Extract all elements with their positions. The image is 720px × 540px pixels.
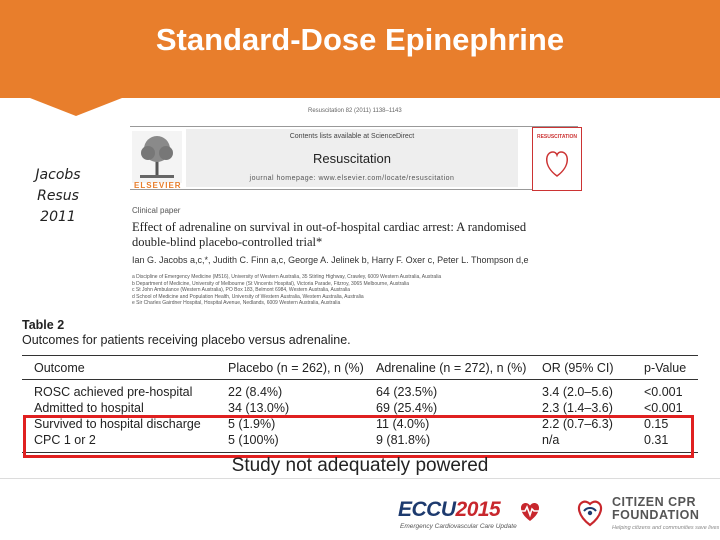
citizen-cpr-line2: FOUNDATION [612, 508, 700, 522]
heart-icon [533, 128, 581, 190]
article-title [132, 220, 572, 250]
footer-divider [0, 478, 720, 479]
table-row [22, 400, 698, 416]
affiliations [132, 274, 572, 307]
table-cell: 69 (25.4%) [376, 401, 438, 415]
citizen-cpr-name [612, 496, 699, 522]
article-title-line2: double-blind placebo-controlled trial* [132, 235, 323, 249]
title-bar [0, 0, 720, 98]
table-cell: <0.001 [644, 385, 683, 399]
table-cell: 3.4 (2.0–5.6) [542, 385, 613, 399]
contents-line: Contents lists available at ScienceDirect [289, 133, 415, 140]
table-cell: 0.15 [644, 417, 669, 431]
table-cell: 5 (1.9%) [228, 417, 276, 431]
article-authors: Ian G. Jacobs a,c,*, Judith C. Finn a,c, George A. Jelinek b, Harry F. Oxer c, Peter L. Thompson d,e [132, 255, 529, 265]
highlight-box [23, 415, 694, 458]
heart-pulse-icon [516, 496, 544, 524]
eccu-wordmark [398, 498, 500, 522]
article-title-line1: Effect of adrenaline on survival in out-of-hospital cardiac arrest: A randomised [132, 220, 527, 234]
table-row [22, 384, 698, 400]
table-cell: 22 (8.4%) [228, 385, 283, 399]
table-cell: 2.3 (1.4–3.6) [542, 401, 613, 415]
table-header-row [22, 360, 698, 376]
eccu-year: 2015 [455, 498, 501, 521]
affiliation: a Discipline of Emergency Medicine (M516), University of Western Australia, 35 Stirling Highway, Crawley, 6009 Western Australia, Australia [132, 274, 442, 280]
citizen-cpr-heart-icon [574, 494, 606, 528]
outcomes-table [22, 318, 700, 447]
table-cell: 2.2 (0.7–6.3) [542, 417, 613, 431]
journal-cover-title: RESUSCITATION [536, 134, 578, 140]
affiliation: d School of Medicine and Population Health, University of Western Australia, Western Australia, Australia [132, 293, 364, 300]
affiliation: b Department of Medicine, University of Melbourne (St Vincents Hospital), Victoria Parade, Fitzroy, 3065 Melbourne, Australia [132, 280, 410, 287]
table-top-rule [22, 355, 698, 356]
table-cell: n/a [542, 433, 560, 447]
citation-author: Jacobs [35, 167, 81, 183]
table-cell: ROSC achieved pre-hospital [34, 385, 193, 399]
eccu-word: ECCU [398, 498, 456, 521]
article-type: Clinical paper [132, 206, 181, 215]
study-note: Study not adequately powered [231, 455, 489, 476]
table-cell: 0.31 [644, 433, 669, 447]
affiliation: e Sir Charles Gairdner Hospital, Hospital Avenue, Nedlands, 6009 Western Australia, Australia [132, 300, 341, 306]
affiliation: c St John Ambulance (Western Australia), PO Box 183, Belmont 6984, Western Australia, Australia [132, 287, 350, 293]
table-label: Table 2 [22, 318, 65, 332]
table-cell: Admitted to hospital [34, 401, 144, 415]
eccu-subtitle: Emergency Cardiovascular Care Update [400, 523, 517, 530]
journal-homepage: journal homepage: www.elsevier.com/locate/resuscitation [249, 175, 455, 182]
journal-cover [532, 127, 582, 191]
citizen-cpr-tagline: Helping citizens and communities save lives [612, 525, 720, 531]
column-header: p-Value [644, 361, 687, 375]
citizen-cpr-line1: CITIZEN CPR [612, 495, 696, 509]
journal-banner [130, 126, 578, 190]
citation-year: 2011 [40, 209, 76, 225]
table-cell: 34 (13.0%) [228, 401, 290, 415]
title-bar-notch [30, 98, 122, 116]
column-header: OR (95% CI) [542, 361, 614, 375]
table-cell: Survived to hospital discharge [34, 417, 201, 431]
journal-info-box [186, 129, 518, 187]
citation-journal: Resus [37, 188, 79, 204]
elsevier-tree-icon [132, 131, 182, 183]
table-cell: 9 (81.8%) [376, 433, 431, 447]
slide-title: Standard-Dose Epinephrine [155, 22, 565, 57]
column-header: Outcome [34, 361, 85, 375]
table-header-rule [22, 379, 698, 380]
table-cell: CPC 1 or 2 [34, 433, 96, 447]
paper-excerpt [128, 104, 584, 310]
table-cell: <0.001 [644, 401, 683, 415]
table-cell: 5 (100%) [228, 433, 279, 447]
column-header: Adrenaline (n = 272), n (%) [376, 361, 527, 375]
citation-label [28, 165, 88, 228]
eccu-logo [398, 498, 546, 534]
paper-reference: Resuscitation 82 (2011) 1138–1143 [308, 108, 402, 114]
table-cell: 11 (4.0%) [376, 417, 430, 431]
column-header: Placebo (n = 262), n (%) [228, 361, 364, 375]
table-cell: 64 (23.5%) [376, 385, 438, 399]
table-caption: Outcomes for patients receiving placebo versus adrenaline. [22, 333, 351, 347]
journal-name: Resuscitation [312, 151, 392, 166]
publisher-name: ELSEVIER [134, 181, 182, 190]
